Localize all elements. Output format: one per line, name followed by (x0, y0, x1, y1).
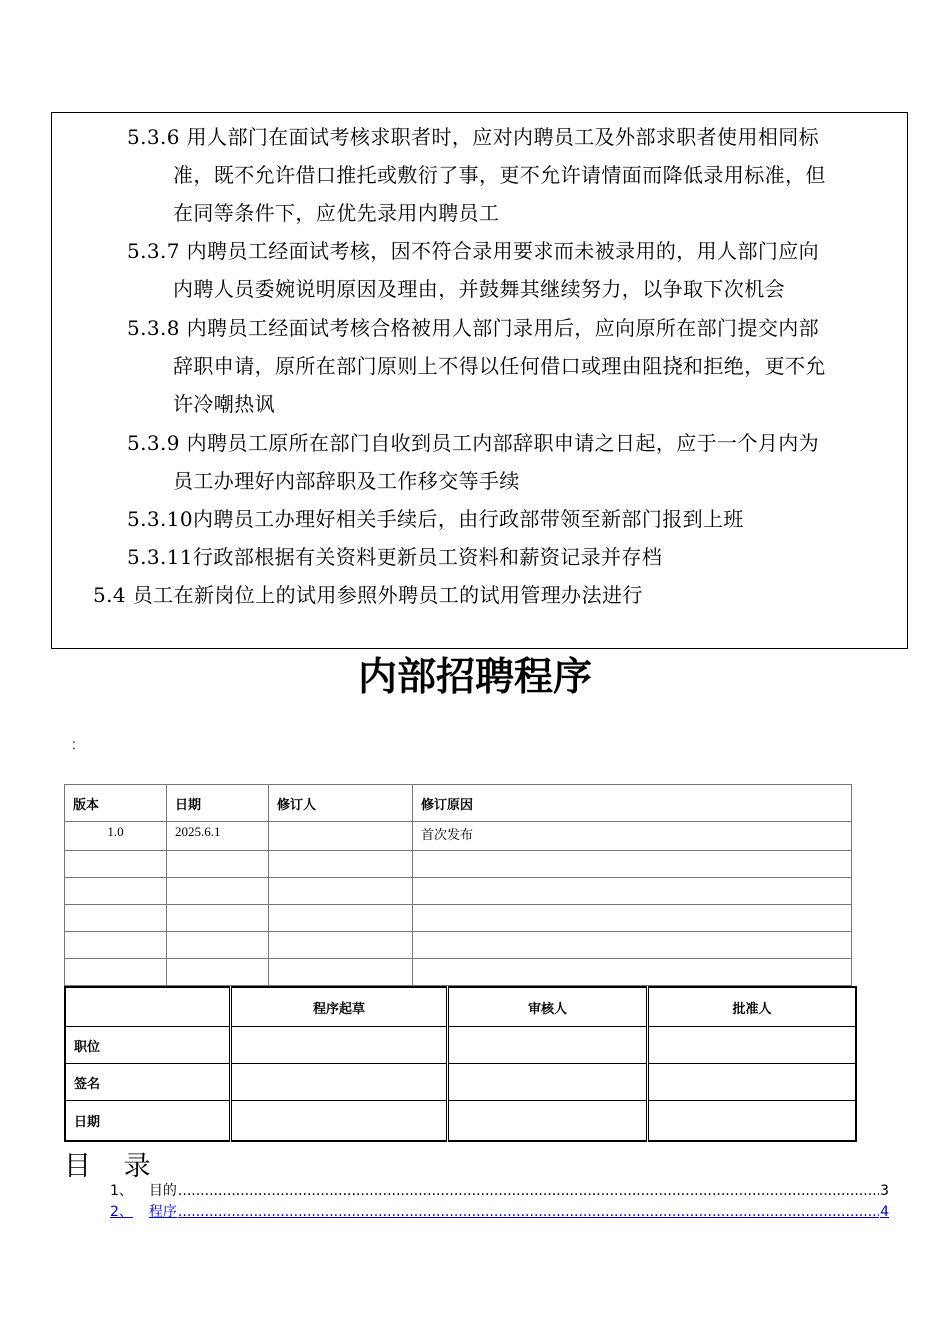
table-row (65, 905, 852, 932)
clause-text: 准，既不允许借口推托或敷衍了事，更不允许请情面而降低录用标准，但 (173, 163, 826, 187)
table-row (65, 878, 852, 905)
cell-reason: 首次发布 (413, 822, 852, 851)
table-header-row (65, 987, 856, 1027)
header-drafter: 程序起草 (231, 987, 448, 1027)
header-reviewer: 审核人 (448, 987, 648, 1027)
revision-table (64, 784, 852, 986)
clause-5-3-11 (127, 538, 900, 576)
header-reviser: 修订人 (269, 785, 413, 822)
clause-number: 5.3.9 (127, 431, 180, 455)
clause-text: 内聘员工经面试考核，因不符合录用要求而未被录用的，用人部门应向 (186, 239, 820, 263)
toc-entry[interactable] (110, 1180, 889, 1200)
clause-text: 员工在新岗位上的试用参照外聘员工的试用管理办法进行 (132, 583, 643, 607)
toc-page: 4 (880, 1204, 889, 1220)
clause-number: 5.3.10 (127, 507, 194, 531)
clause-text: 辞职申请，原所在部门原则上不得以任何借口或理由阻挠和拒绝，更不允 (173, 354, 826, 378)
table-header-row (65, 785, 852, 822)
cell-date: 2025.6.1 (167, 822, 269, 851)
clause-number: 5.3.6 (127, 125, 180, 149)
toc-leader (178, 1204, 879, 1220)
header-empty (65, 987, 231, 1027)
clause-5-3-8 (127, 309, 900, 423)
clause-text: 在同等条件下，应优先录用内聘员工 (173, 201, 500, 225)
clause-text: 内聘员工经面试考核合格被用人部门录用后，应向原所在部门提交内部 (186, 316, 820, 340)
table-row (65, 822, 852, 851)
clause-text: 行政部根据有关资料更新员工资料和薪资记录并存档 (193, 545, 663, 569)
header-date: 日期 (167, 785, 269, 822)
clause-5-3-6 (127, 118, 900, 232)
clause-number: 5.4 (93, 583, 127, 607)
table-row (65, 959, 852, 986)
cell-reviser (269, 822, 413, 851)
clause-5-3-9 (127, 424, 900, 500)
clause-number: 5.3.8 (127, 316, 180, 340)
cell-version: 1.0 (65, 822, 167, 851)
clause-number: 5.3.11 (127, 545, 194, 569)
approval-table (64, 986, 857, 1142)
clause-text: 内聘员工办理好相关手续后，由行政部带领至新部门报到上班 (193, 507, 744, 531)
table-row (65, 1064, 856, 1101)
header-reason: 修订原因 (413, 785, 852, 822)
page-title: 内部招聘程序 (357, 655, 592, 700)
toc-label: 程序 (148, 1204, 177, 1220)
table-row (65, 1101, 856, 1142)
clause-5-3-7 (127, 232, 900, 308)
clause-text: 内聘员工原所在部门自收到员工内部辞职申请之日起，应于一个月内为 (186, 431, 820, 455)
clause-5-3-10 (127, 500, 900, 538)
clause-5-4 (93, 576, 866, 614)
toc-leader (178, 1183, 879, 1199)
clause-text: 内聘人员委婉说明原因及理由，并鼓舞其继续努力，以争取下次机会 (173, 277, 785, 301)
clause-number: 5.3.7 (127, 239, 180, 263)
table-row (65, 1027, 856, 1064)
clause-text: 用人部门在面试考核求职者时，应对内聘员工及外部求职者使用相同标 (186, 125, 820, 149)
toc-page: 3 (880, 1183, 889, 1199)
row-label-position: 职位 (65, 1027, 231, 1064)
clause-text: 员工办理好内部辞职及工作移交等手续 (173, 469, 520, 493)
table-row (65, 932, 852, 959)
toc-entry-link[interactable] (110, 1201, 889, 1221)
header-version: 版本 (65, 785, 167, 822)
header-approver: 批准人 (648, 987, 857, 1027)
clause-text: 许冷嘲热讽 (173, 392, 275, 416)
row-label-date: 日期 (65, 1101, 231, 1142)
colon-mark: : (72, 736, 76, 752)
toc-title: 目 录 (64, 1151, 163, 1182)
toc-number: 2、 (110, 1204, 133, 1220)
toc-label: 目的 (148, 1183, 177, 1199)
row-label-signature: 签名 (65, 1064, 231, 1101)
toc-number: 1、 (110, 1183, 133, 1199)
table-row (65, 851, 852, 878)
